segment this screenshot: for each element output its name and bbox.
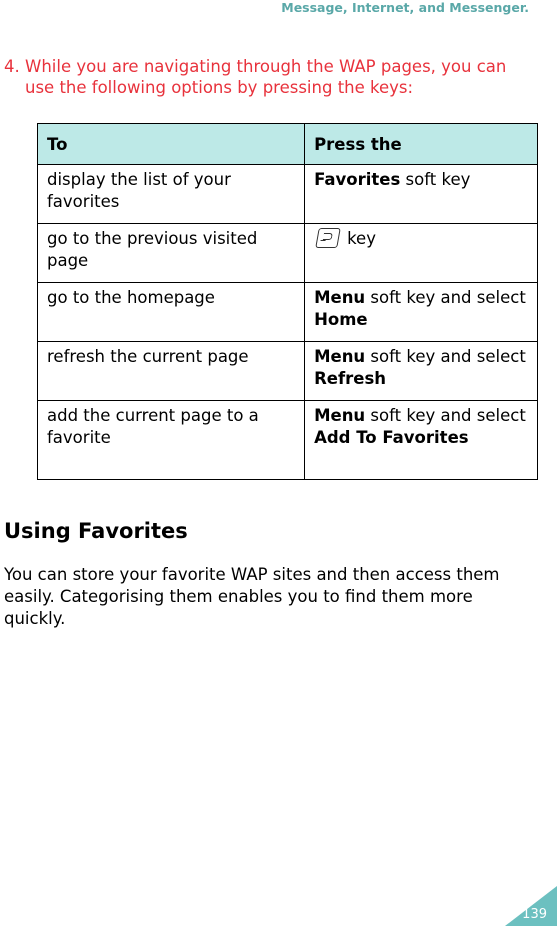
- column-header-press: Press the: [305, 124, 538, 165]
- key-suffix: soft key and select: [365, 347, 526, 366]
- key-cell: [305, 224, 538, 283]
- step-text: While you are navigating through the WAP pages, you can use the following options by pressing the keys:: [25, 57, 507, 97]
- section-body: You can store your favorite WAP sites and then access them easily. Categorising them enables you to find them more quickly.: [4, 565, 500, 628]
- return-key-icon: [315, 228, 341, 248]
- key-suffix: soft key and select: [365, 288, 526, 307]
- table-row: [38, 224, 538, 283]
- key-cell: [305, 342, 538, 401]
- column-header-to: To: [38, 124, 305, 165]
- menu-option: Refresh: [314, 369, 387, 388]
- key-suffix: soft key and select: [365, 406, 526, 425]
- key-name: Menu: [314, 347, 366, 366]
- menu-option: Home: [314, 310, 368, 329]
- running-header: Message, Internet, and Messenger.: [281, 0, 529, 15]
- table-row: [38, 283, 538, 342]
- step-instruction: [4, 56, 534, 98]
- key-name: Menu: [314, 406, 366, 425]
- key-suffix: soft key: [400, 170, 471, 189]
- key-cell: [305, 283, 538, 342]
- key-cell: [305, 401, 538, 480]
- table-row: [38, 401, 538, 480]
- key-cell: [305, 165, 538, 224]
- table-row: [38, 165, 538, 224]
- page-number: 139: [522, 907, 547, 922]
- action-cell: display the list of your favorites: [38, 165, 305, 224]
- key-options-table: [37, 123, 538, 480]
- key-suffix: key: [347, 229, 376, 248]
- menu-option: Add To Favorites: [314, 428, 469, 447]
- section-heading: Using Favorites: [4, 519, 188, 543]
- key-name: Favorites: [314, 170, 401, 189]
- key-name: Menu: [314, 288, 366, 307]
- table-header-row: [38, 124, 538, 165]
- step-number: 4.: [4, 57, 20, 76]
- table-row: [38, 342, 538, 401]
- action-cell: refresh the current page: [38, 342, 305, 401]
- action-cell: go to the homepage: [38, 283, 305, 342]
- action-cell: go to the previous visited page: [38, 224, 305, 283]
- action-cell: add the current page to a favorite: [38, 401, 305, 480]
